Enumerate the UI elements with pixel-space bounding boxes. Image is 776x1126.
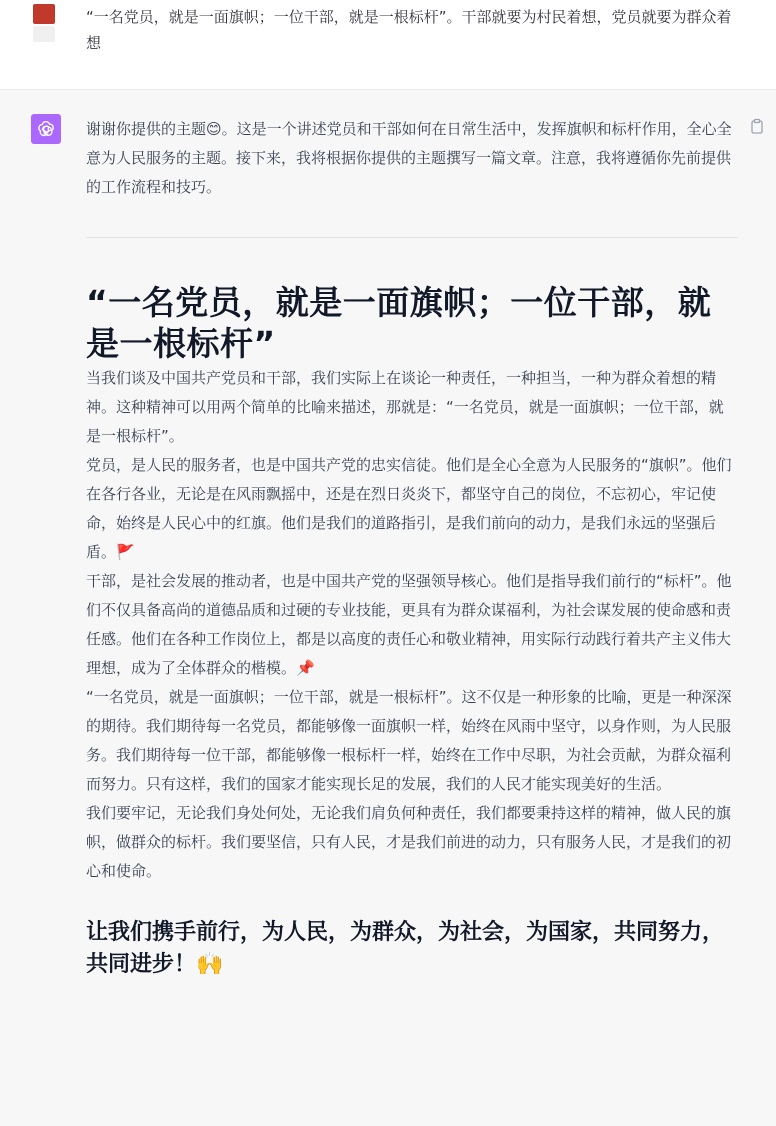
article-paragraph-5: 我们要牢记，无论我们身处何处，无论我们肩负何种责任，我们都要秉持这样的精神，做人民的旗帜，做群众的标杆。我们要坚信，只有人民，才是我们前进的动力，只有服务人民，才是我们的初心和使命。 — [86, 804, 732, 880]
avatar-light-block — [33, 26, 55, 42]
assistant-message-row — [0, 90, 776, 1126]
user-message-text: “一名党员，就是一面旗帜；一位干部，就是一根标杆”。干部就要为村民着想，党员就要为群众着想 — [86, 8, 732, 52]
closing-heading: 让我们携手前行，为人民，为群众，为社会，为国家，共同努力，共同进步！🙌 — [86, 920, 725, 977]
article-paragraph-2: 党员，是人民的服务者，也是中国共产党的忠实信徒。他们是全心全意为人民服务的“旗帜”。他们在各行各业，无论是在风雨飘摇中，还是在烈日炎炎下，都坚守自己的岗位，不忘初心，牢记使命，始终是人民心中的红旗。他们是我们的道路指引，是我们前向的动力，是我们永远的坚强后盾。🚩 — [86, 456, 732, 561]
openai-logo-svg — [36, 119, 56, 139]
article-paragraph-4: “一名党员，就是一面旗帜；一位干部，就是一根标杆”。这不仅是一种形象的比喻，更是一种深深的期待。我们期待每一名党员，都能够像一面旗帜一样，始终在风雨中坚守，以身作则，为人民服务。我们期待每一位干部，都能够像一根标杆一样，始终在工作中尽职，为社会贡献，为群众福利而努力。只有这样，我们的国家才能实现长足的发展，我们的人民才能实现美好的生活。 — [86, 688, 732, 793]
assistant-intro-text: 谢谢你提供的主题😊。这是一个讲述党员和干部如何在日常生活中，发挥旗帜和标杆作用，全心全意为人民服务的主题。接下来，我将根据你提供的主题撰写一篇文章。注意，我将遵循你先前提供的工作流程和技巧。 — [86, 120, 732, 196]
clipboard-svg — [749, 118, 765, 134]
article-paragraph-3: 干部，是社会发展的推动者，也是中国共产党的坚强领导核心。他们是指导我们前行的“标杆”。他们不仅具备高尚的道德品质和过硬的专业技能，更具有为群众谋福利，为社会谋发展的使命感和责任感。他们在各种工作岗位上，都是以高度的责任心和敬业精神，用实际行动践行着共产主义伟大理想，成为了全体群众的楷模。📌 — [86, 572, 732, 677]
avatar-red-block — [33, 4, 55, 24]
clipboard-icon[interactable] — [749, 118, 765, 134]
openai-logo-icon — [31, 114, 61, 144]
user-message-row — [0, 0, 776, 90]
article-paragraph-1: 当我们谈及中国共产党员和干部，我们实际上在谈论一种责任，一种担当，一种为群众着想的精神。这种精神可以用两个简单的比喻来描述，那就是：“一名党员，就是一面旗帜；一位干部，就是一根标杆”。 — [86, 369, 724, 445]
divider — [86, 237, 738, 238]
user-avatar-icon — [33, 4, 55, 42]
assistant-message-content — [86, 114, 738, 981]
article-title: “一名党员，就是一面旗帜；一位干部，就是一根标杆” — [86, 283, 712, 363]
